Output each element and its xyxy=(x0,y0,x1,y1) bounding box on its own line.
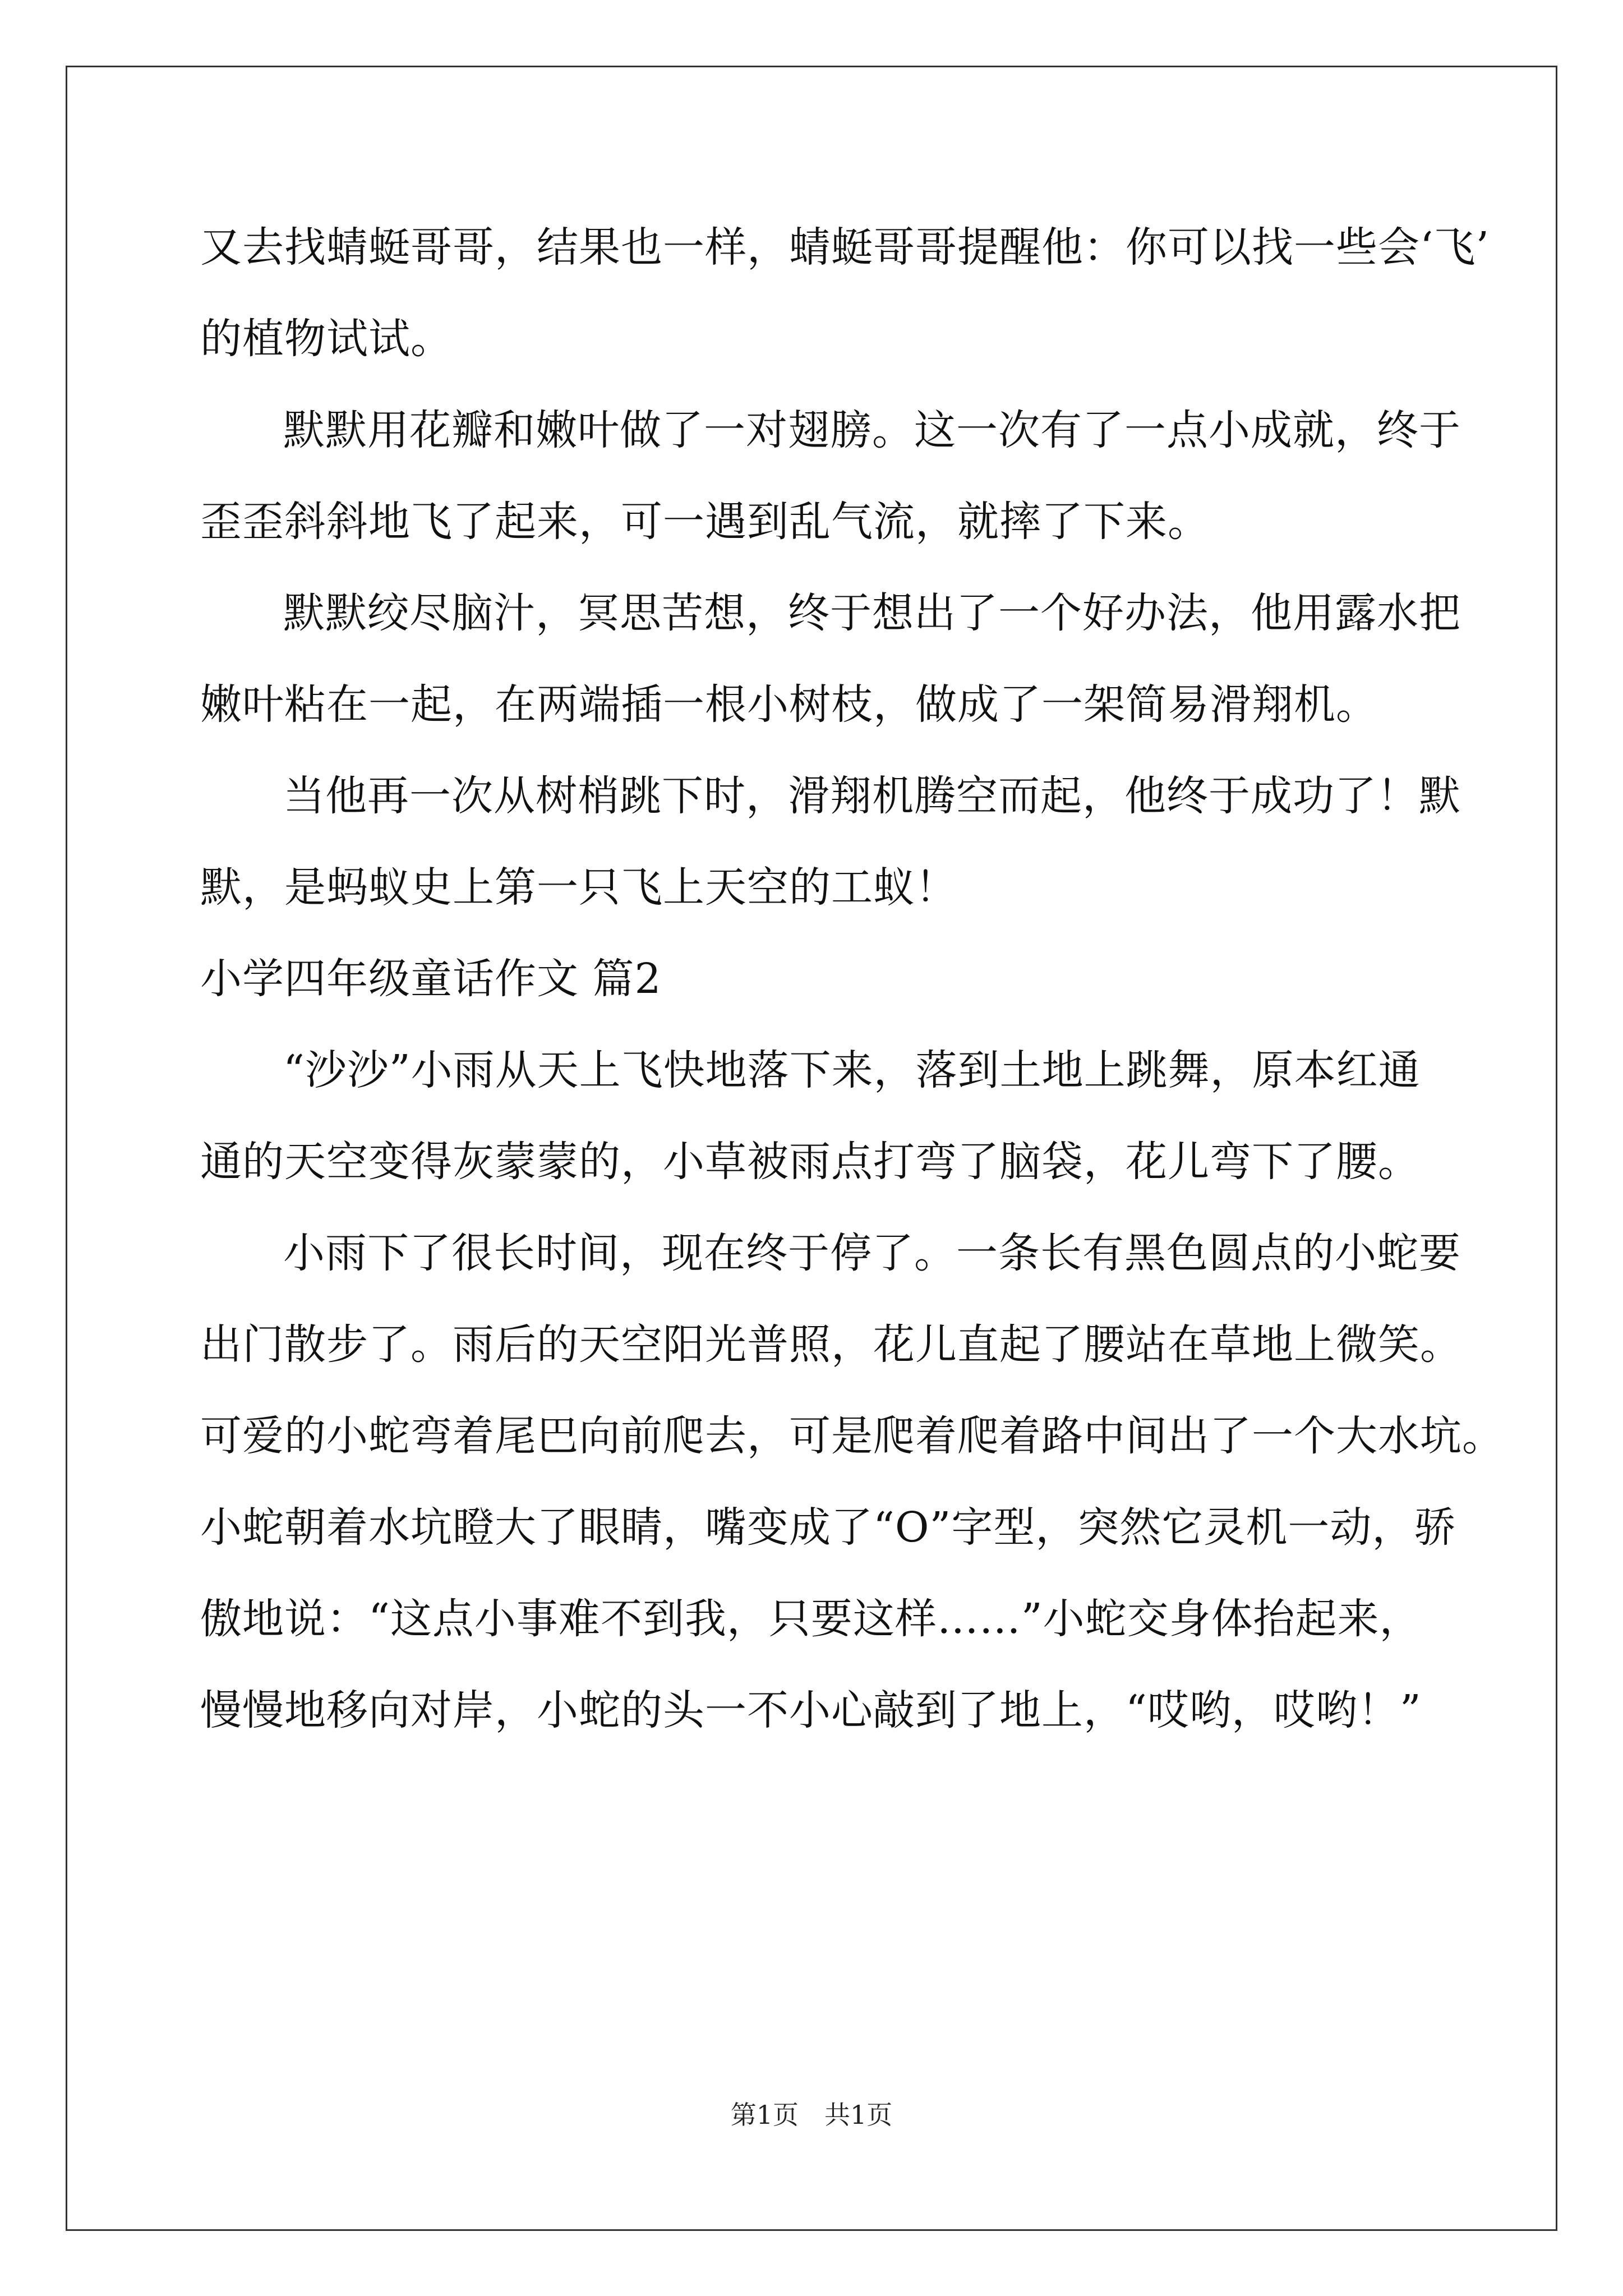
page-number: 第1页 xyxy=(730,2100,799,2130)
text-line: 傲地说：“这点小事难不到我，只要这样……”小蛇交身体抬起来， xyxy=(200,1595,1422,1643)
paragraph-start-line: 小雨下了很长时间，现在终于停了。一条长有黑色圆点的小蛇要 xyxy=(283,1229,1461,1277)
page-footer xyxy=(0,2098,1623,2132)
text-line: 慢慢地移向对岸，小蛇的头一不小心敲到了地上，“哎哟，哎哟！” xyxy=(200,1686,1422,1734)
paragraph-start-line: 当他再一次从树梢跳下时，滑翔机腾空而起，他终于成功了！默 xyxy=(283,772,1461,820)
section-heading: 小学四年级童话作文 篇2 xyxy=(200,955,662,1003)
text-line: 出门散步了。雨后的天空阳光普照，花儿直起了腰站在草地上微笑。 xyxy=(200,1320,1462,1369)
text-line: 歪歪斜斜地飞了起来，可一遇到乱气流，就摔了下来。 xyxy=(200,498,1210,546)
paragraph-start-line: 默默绞尽脑汁，冥思苦想，终于想出了一个好办法，他用露水把 xyxy=(283,589,1461,637)
paragraph-start-line: 默默用花瓣和嫩叶做了一对翅膀。这一次有了一点小成就，终于 xyxy=(283,406,1461,454)
text-line: 的植物试试。 xyxy=(200,315,453,363)
text-line: 又去找蜻蜓哥哥，结果也一样，蜻蜓哥哥提醒他：你可以找一些会‘飞’ xyxy=(200,223,1490,272)
text-line: 小蛇朝着水坑瞪大了眼睛，嘴变成了“O”字型，突然它灵机一动，骄 xyxy=(200,1503,1456,1552)
page-total: 共1页 xyxy=(824,2100,893,2130)
text-line: 可爱的小蛇弯着尾巴向前爬去，可是爬着爬着路中间出了一个大水坑。 xyxy=(200,1412,1504,1460)
text-line: 嫩叶粘在一起，在两端插一根小树枝，做成了一架简易滑翔机。 xyxy=(200,680,1378,729)
text-line: 默，是蚂蚁史上第一只飞上天空的工蚁！ xyxy=(200,863,957,912)
paragraph-start-line: “沙沙”小雨从天上飞快地落下来，落到土地上跳舞，原本红通 xyxy=(283,1046,1421,1094)
document-body xyxy=(200,202,1504,1756)
text-line: 通的天空变得灰蒙蒙的，小草被雨点打弯了脑袋，花儿弯下了腰。 xyxy=(200,1138,1420,1186)
